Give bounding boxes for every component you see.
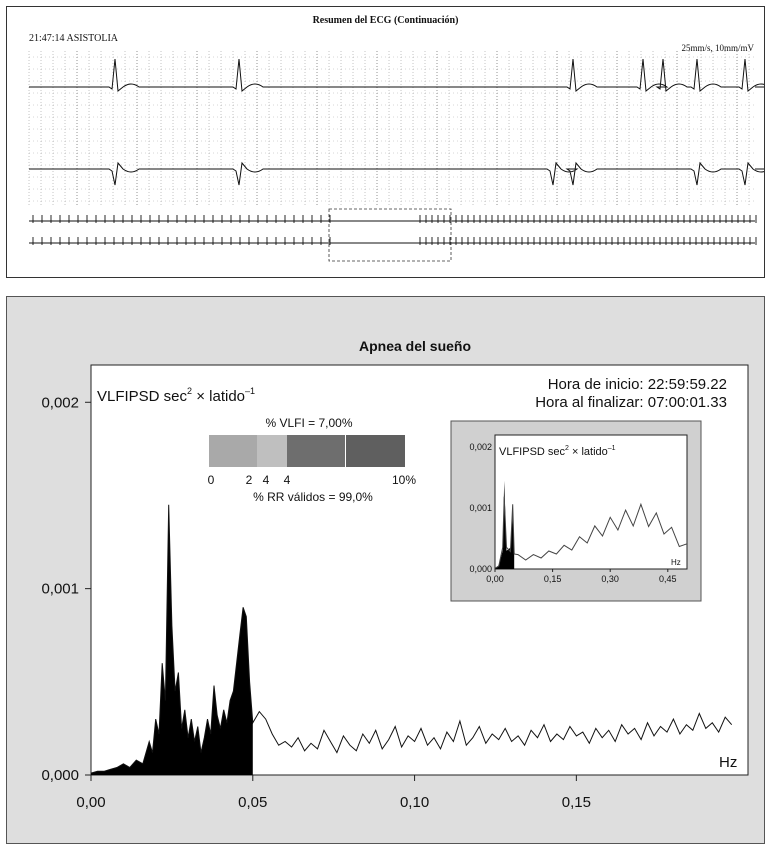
- scale-tick: 10%: [391, 473, 417, 487]
- inset-x-tick-label: 0,15: [543, 574, 562, 584]
- ecg-lead-1: [29, 59, 764, 91]
- ecg-lead-2: [29, 163, 764, 185]
- ecg-speed-label: 25mm/s, 10mm/mV: [681, 43, 754, 53]
- asystole-highlight-box: [329, 209, 451, 261]
- inset-x-tick-label: 0,45: [659, 574, 677, 584]
- inset-y-tick-label: 0,002: [469, 442, 492, 453]
- end-time-label: Hora al finalizar: 07:00:01.33: [535, 394, 727, 411]
- inset-x-unit: Hz: [671, 558, 681, 567]
- inset-y-tick-label: 0,000: [469, 564, 492, 574]
- scale-seg-3: [287, 435, 345, 467]
- y-axis-label: VLFIPSD $\sec^2$ × latido$^{-1}$: [97, 386, 256, 405]
- scale-tick: 4: [283, 473, 291, 487]
- x-unit-label: Hz: [719, 754, 738, 771]
- inset-x-tick-label: 0,30: [601, 574, 619, 584]
- x-tick-label: 0,05: [238, 794, 268, 811]
- x-tick-label: 0,10: [399, 794, 430, 811]
- ecg-title: Resumen del ECG (Continuación): [312, 15, 459, 26]
- x-tick-label: 0,00: [76, 794, 106, 811]
- ecg-grid: [29, 51, 755, 207]
- x-tick-label: 0,15: [561, 794, 591, 811]
- scale-tick: 2: [245, 473, 253, 487]
- ecg-event-label: 21:47:14 ASISTOLIA: [29, 33, 118, 44]
- rr-valid-label: % RR válidos = 99,0%: [253, 490, 373, 504]
- psd-panel-title: Apnea del sueño: [358, 338, 472, 354]
- ecg-rhythm-strip-1: [29, 215, 756, 223]
- ecg-strip-graphic: [7, 7, 764, 277]
- psd-chart: [7, 297, 764, 843]
- start-time-label: Hora de inicio: 22:59:59.22: [547, 376, 727, 393]
- vlfi-label: % VLFI = 7,00%: [265, 416, 353, 430]
- inset-x-tick-label: 0,00: [486, 574, 504, 584]
- ecg-summary-panel: [6, 6, 765, 278]
- inset-y-label: VLFIPSD $\sec^2$ × latido$^{-1}$: [499, 445, 616, 458]
- inset-y-tick-label: 0,001: [469, 503, 492, 514]
- y-tick-label: 0,000: [41, 767, 79, 784]
- y-tick-label: 0,001: [41, 580, 79, 598]
- ecg-rhythm-strip-2: [29, 237, 756, 245]
- scale-tick: 4: [262, 473, 270, 487]
- scale-tick: 0: [207, 473, 215, 487]
- scale-seg-1: [209, 435, 257, 467]
- y-tick-label: 0,002: [41, 394, 79, 412]
- psd-chart-panel: [6, 296, 765, 844]
- scale-seg-4: [346, 435, 405, 467]
- scale-seg-2: [257, 435, 287, 467]
